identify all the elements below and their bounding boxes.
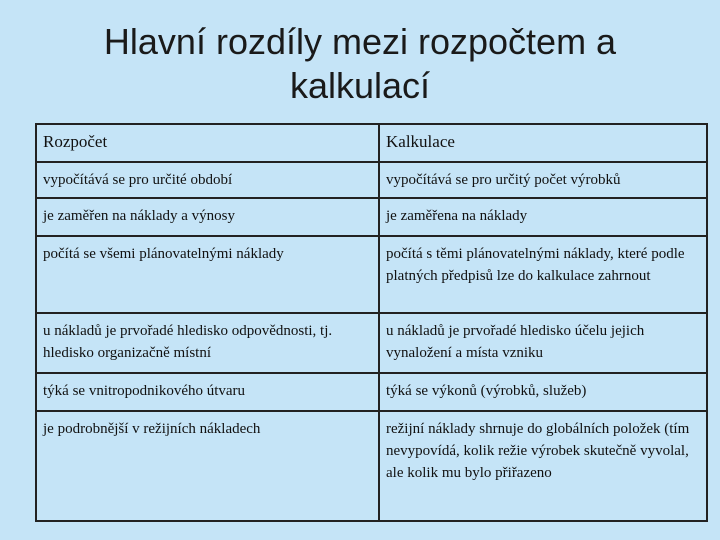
slide-title	[0, 20, 720, 108]
table-cell: u nákladů je prvořadé hledisko odpovědnosti, tj. hledisko organizačně místní	[36, 313, 379, 373]
table-cell: vypočítává se pro určité období	[36, 162, 379, 198]
table-cell: u nákladů je prvořadé hledisko účelu jejich vynaložení a místa vzniku	[379, 313, 707, 373]
table-cell: počítá s těmi plánovatelnými náklady, které podle platných předpisů lze do kalkulace zahrnout	[379, 236, 707, 313]
table-cell: počítá se všemi plánovatelnými náklady	[36, 236, 379, 313]
slide-title-line-1: Hlavní rozdíly mezi rozpočtem a	[103, 21, 617, 62]
table-row	[36, 373, 707, 411]
table-cell: je podrobnější v režijních nákladech	[36, 411, 379, 521]
slide-title-line-2: kalkulací	[289, 65, 431, 106]
table-header-row	[36, 124, 707, 162]
table-cell: týká se výkonů (výrobků, služeb)	[379, 373, 707, 411]
table-cell: týká se vnitropodnikového útvaru	[36, 373, 379, 411]
table-cell: je zaměřen na náklady a výnosy	[36, 198, 379, 236]
table-row	[36, 162, 707, 198]
comparison-table-container	[35, 123, 706, 520]
table-row	[36, 236, 707, 313]
table-cell: vypočítává se pro určitý počet výrobků	[379, 162, 707, 198]
header-cell-rozpocet: Rozpočet	[36, 124, 379, 162]
table-cell: je zaměřena na náklady	[379, 198, 707, 236]
table-cell: režijní náklady shrnuje do globálních položek (tím nevypovídá, kolik režie výrobek skutečně vyvolal, ale kolik mu bylo přiřazeno	[379, 411, 707, 521]
table-row	[36, 411, 707, 521]
comparison-table	[35, 123, 708, 522]
table-row	[36, 313, 707, 373]
header-cell-kalkulace: Kalkulace	[379, 124, 707, 162]
table-row	[36, 198, 707, 236]
